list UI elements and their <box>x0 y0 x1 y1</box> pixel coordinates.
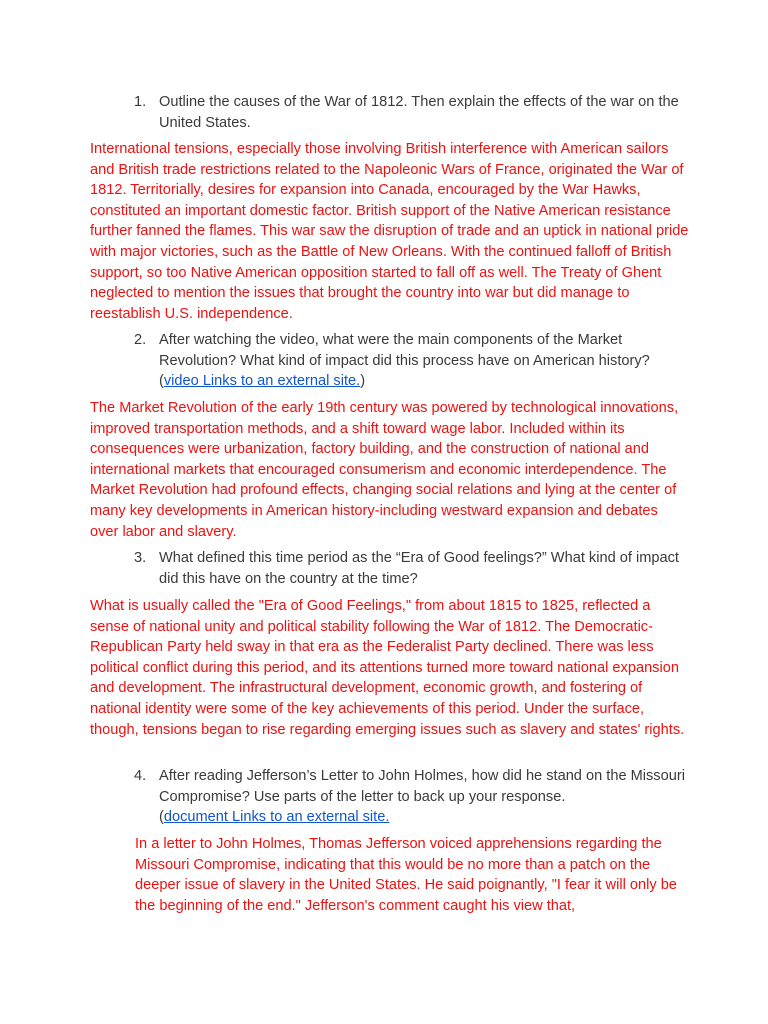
question-text: What defined this time period as the “Era of Good feelings?” What kind of impact did this have on the country at the time? <box>159 550 679 587</box>
document-link[interactable]: document Links to an external site. <box>163 809 390 826</box>
question-text: After reading Jefferson’s Letter to John Holmes, how did he stand on the Missouri Compromise? Use parts of the letter to back up your response. <box>159 768 685 805</box>
question-1 <box>134 92 694 133</box>
question-number: 3. <box>134 550 147 566</box>
question-text: After watching the video, what were the main components of the Market Revolution? What kind of impact did this process have on American history? <box>159 332 650 369</box>
link-open-paren: ( <box>159 809 164 826</box>
answer-4: In a letter to John Holmes, Thomas Jefferson voiced apprehensions regarding the Missouri Compromise, indicating that this would be no more than a patch on the deeper issue of slavery in the United States. He said poignantly, "I fear it will only be the beginning of the end." Jefferson's comment caught his view that, <box>135 836 677 914</box>
question-number: 2. <box>134 332 147 348</box>
question-4 <box>134 766 694 828</box>
link-open-paren: ( <box>159 373 164 390</box>
question-3 <box>134 548 694 589</box>
video-link[interactable]: video Links to an external site. <box>163 373 361 390</box>
question-text: Outline the causes of the War of 1812. Then explain the effects of the war on the United States. <box>159 94 679 131</box>
question-text-wrapper <box>159 766 694 828</box>
question-text-wrapper <box>159 330 694 392</box>
answer-1: International tensions, especially those involving British interference with American sailors and British trade restrictions related to the Napoleonic Wars of France, originated the War of 1812. Territorially, desires for expansion into Canada, encouraged by the War Hawks, constituted an important domestic factor. British support of the Native American resistance further fanned the flames. This war saw the disruption of trade and an uptick in national pride with major victories, such as the Battle of New Orleans. With the continued falloff of British support, so too Native American opposition started to fall off as well. The Treaty of Ghent neglected to mention the issues that brought the country into war but did manage to reestablish U.S. independence. <box>90 141 689 322</box>
question-2 <box>134 330 694 392</box>
answer-2: The Market Revolution of the early 19th century was powered by technological innovations, improved transportation methods, and a shift toward wage labor. Included within its consequences were urbanization, factory building, and the construction of national and international markets that encouraged consumerism and economic interdependence. The Market Revolution had profound effects, changing social relations and lying at the center of many key developments in American history-including westward expansion and debates over labor and slavery. <box>90 400 679 540</box>
question-number: 1. <box>134 94 147 110</box>
answer-3: What is usually called the "Era of Good Feelings," from about 1815 to 1825, reflected a sense of national unity and political stability following the War of 1812. The Democratic-Republican Party held sway in that era as the Federalist Party declined. There was less political conflict during this period, and its attentions turned more toward national expansion and development. The infrastructural development, economic growth, and fostering of national identity were some of the key achievements of this period. Under the surface, though, tensions began to rise regarding emerging issues such as slavery and states' rights. <box>90 598 685 738</box>
link-close-paren: ) <box>360 373 366 390</box>
question-number: 4. <box>134 768 147 784</box>
